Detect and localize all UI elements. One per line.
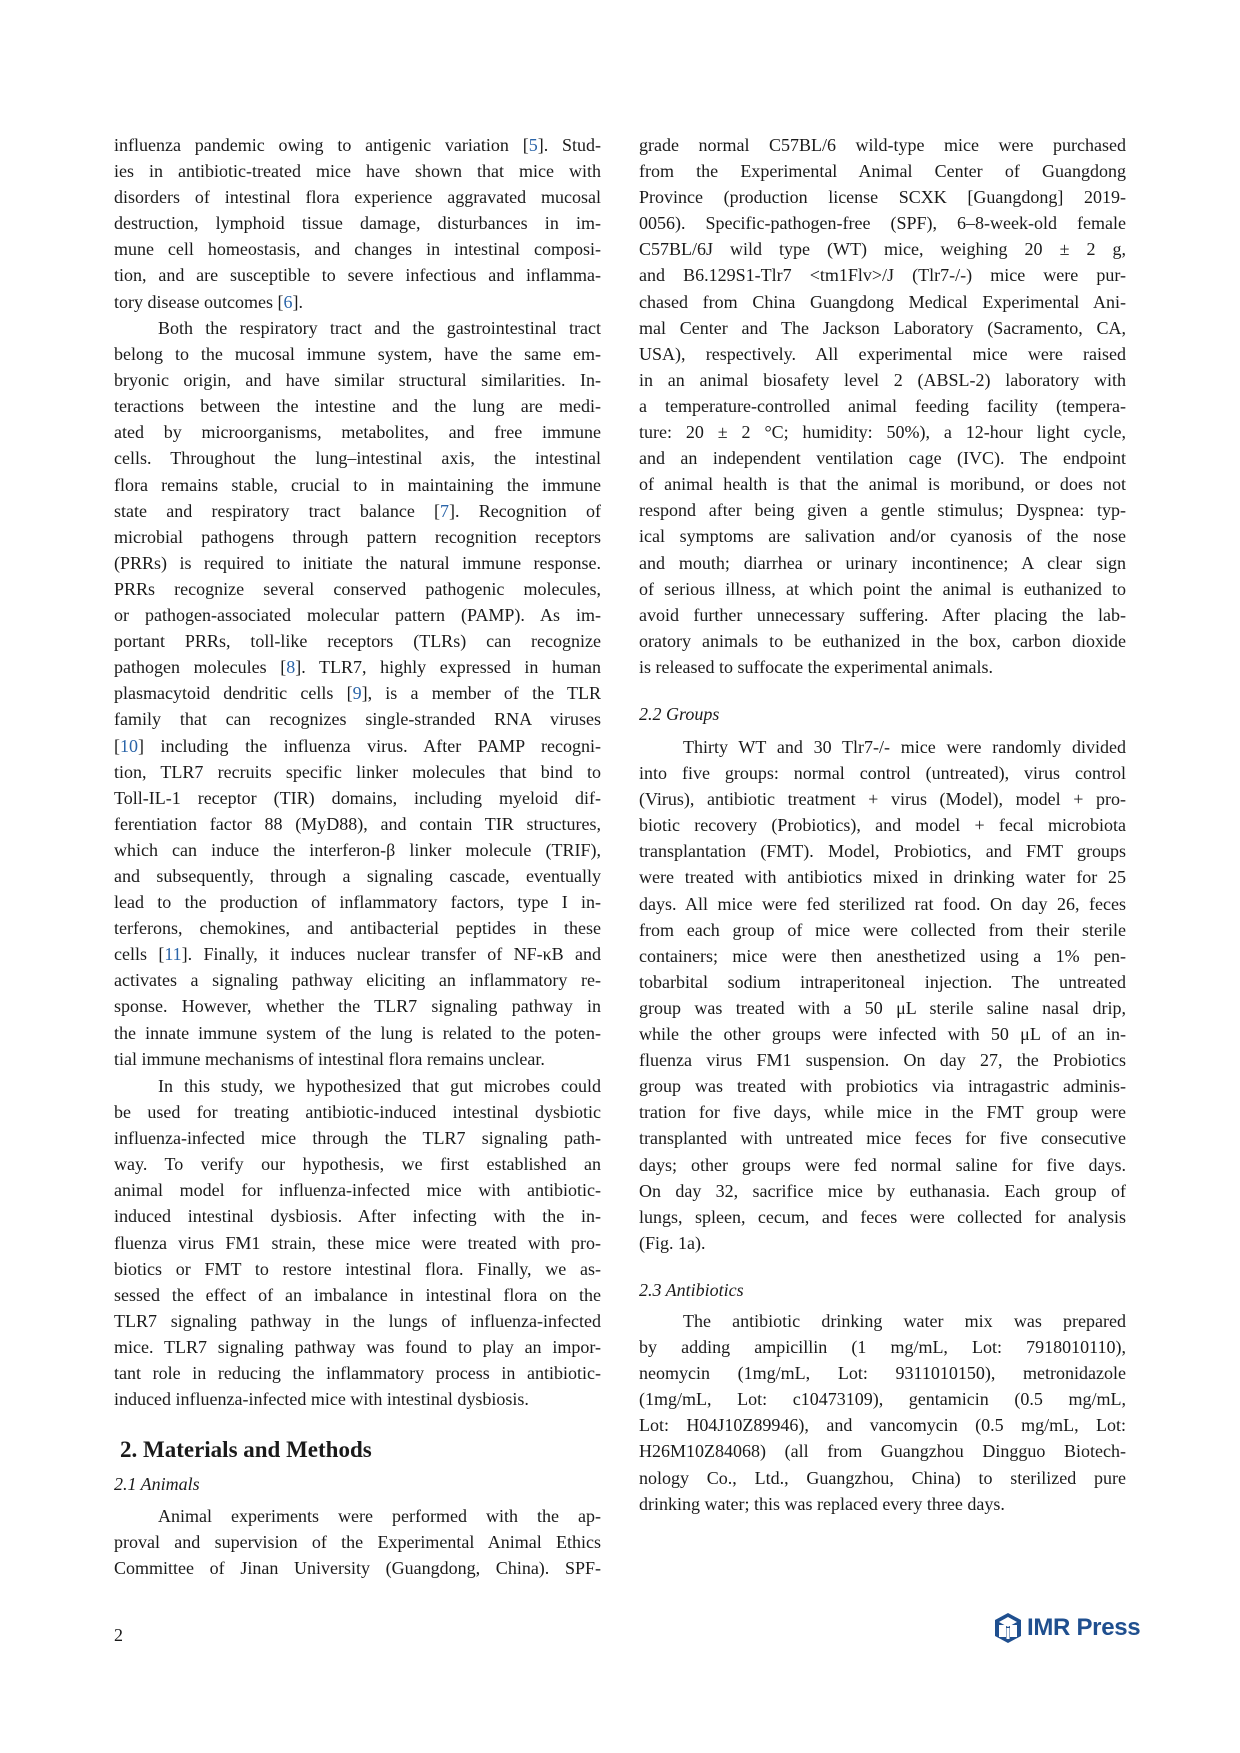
text-line: by adding ampicillin (1 mg/mL, Lot: 7918010110), [639,1337,1126,1358]
text-line: On day 32, sacrifice mice by euthanasia. Each group of [639,1180,1126,1201]
text-line: respond after being given a gentle stimulus; Dyspnea: typ- [639,500,1126,521]
page-number: 2 [114,1625,123,1645]
text-line: the innate immune system of the lung is related to the poten- [114,1022,601,1043]
text-line: Thirty WT and 30 Tlr7-/- mice were randomly divided [683,737,1126,757]
text-line: or pathogen-associated molecular pattern (PAMP). As im- [114,605,601,626]
text-line: be used for treating antibiotic-induced intestinal dysbiotic [114,1102,601,1123]
text-line: TLR7 signaling pathway in the lungs of influenza-infected [114,1310,601,1331]
text-line: In this study, we hypothesized that gut microbes could [158,1076,601,1096]
text-line: and an independent ventilation cage (IVC). The endpoint [639,448,1126,469]
text-line: chased from China Guangdong Medical Experimental Ani- [639,291,1126,312]
text-line: teractions between the intestine and the lung are medi- [114,396,601,417]
text-line: biotics or FMT to restore intestinal flora. Finally, we as- [114,1258,601,1279]
text-line: Toll-IL-1 receptor (TIR) domains, including myeloid dif- [114,787,601,808]
text-line: Both the respiratory tract and the gastrointestinal tract [158,318,601,338]
text-line: (Virus), antibiotic treatment + virus (Model), model + pro- [639,789,1126,810]
text-line: neomycin (1mg/mL, Lot: 9311010150), metronidazole [639,1363,1126,1384]
text-line: which can induce the interferon-β linker molecule (TRIF), [114,839,601,860]
text-line: Committee of Jinan University (Guangdong, China). SPF- [114,1558,601,1579]
text-line: days. All mice were fed sterilized rat food. On day 26, feces [639,893,1126,914]
text-line: lead to the production of inflammatory factors, type I in- [114,892,601,913]
section-heading: 2. Materials and Methods [120,1437,372,1462]
citation-link[interactable]: 5 [528,135,538,155]
paragraph [639,734,1126,1256]
text-line: were treated with antibiotics mixed in drinking water for 25 [639,867,1126,888]
text-line: tion, and are susceptible to severe infectious and inflamma- [114,265,601,286]
text-line: sponse. However, whether the TLR7 signaling pathway in [114,996,601,1017]
text-line: ated by microorganisms, metabolites, and free immune [114,422,601,443]
text-line: oratory animals to be euthanized in the box, carbon dioxide [639,630,1126,651]
text-line: (1mg/mL, Lot: c10473109), gentamicin (0.5 mg/mL, [639,1389,1126,1410]
text-line: days; other groups were fed normal saline for five days. [639,1154,1126,1175]
text-line: transplanted with untreated mice feces for five consecutive [639,1128,1126,1149]
text-line: microbial pathogens through pattern recognition receptors [114,526,601,547]
text-line: drinking water; this was replaced every three days. [639,1493,1005,1514]
citation-link[interactable]: 11 [164,944,182,965]
text-line: sessed the effect of an imbalance in intestinal flora on the [114,1284,601,1305]
text-line: mal Center and The Jackson Laboratory (Sacramento, CA, [639,317,1126,338]
text-line: tobarbital sodium intraperitoneal injection. The untreated [639,971,1126,992]
text-line: of animal health is that the animal is moribund, or does not [639,474,1126,495]
paragraph [639,132,1126,680]
text-line: cells [11]. Finally, it induces nuclear transfer of NF-κB and [114,944,601,965]
text-line: way. To verify our hypothesis, we first established an [114,1154,601,1175]
text-line: animal model for influenza-infected mice with antibiotic- [114,1180,601,1201]
text-line: tant role in reducing the inflammatory process in antibiotic- [114,1363,601,1384]
paragraph [639,1308,1126,1517]
text-line: fluenza virus FM1 suspension. On day 27, the Probiotics [639,1050,1126,1071]
text-line: from the Experimental Animal Center of Guangdong [639,161,1126,182]
text-line: bryonic origin, and have similar structural similarities. In- [114,370,601,391]
text-line: ies in antibiotic-treated mice have shown that mice with [114,161,601,182]
text-line: tration for five days, while mice in the FMT group were [639,1102,1126,1123]
text-line: fluenza virus FM1 strain, these mice were treated with pro- [114,1232,601,1253]
text-line: biotic recovery (Probiotics), and model + fecal microbiota [639,815,1126,836]
text-line: terferons, chemokines, and antibacterial peptides in these [114,918,601,939]
citation-link[interactable]: 8 [286,657,296,678]
citation-link[interactable]: 7 [440,500,450,521]
text-line: state and respiratory tract balance [7]. Recognition of [114,500,601,521]
text-line: ture: 20 ± 2 °C; humidity: 50%), a 12-hour light cycle, [639,422,1126,443]
text-line: plasmacytoid dendritic cells [9], is a member of the TLR [114,683,602,704]
text-line: avoid further unnecessary suffering. After placing the lab- [639,604,1126,625]
paragraph [114,132,601,315]
text-line: of serious illness, at which point the animal is euthanized to [639,578,1126,599]
paragraph [114,315,601,1072]
publisher-logo [994,1612,1140,1644]
text-line: cells. Throughout the lung–intestinal axis, the intestinal [114,448,601,469]
text-line: influenza-infected mice through the TLR7 signaling path- [114,1128,601,1149]
subsection-heading: 2.3 Antibiotics [639,1280,744,1300]
citation-link[interactable]: 10 [120,735,138,756]
text-line: tory disease outcomes [6]. [114,291,303,312]
text-line: ferentiation factor 88 (MyD88), and contain TIR structures, [114,813,601,834]
text-line: nology Co., Ltd., Guangzhou, China) to sterilized pure [639,1467,1126,1488]
text-line: belong to the mucosal immune system, have the same em- [114,344,601,365]
text-line: and subsequently, through a signaling cascade, eventually [114,865,601,886]
publisher-name: IMR Press [1027,1614,1141,1641]
text-line: proval and supervision of the Experimental Animal Ethics [114,1532,601,1553]
text-line: ical symptoms are salivation and/or cyanosis of the nose [639,526,1126,547]
text-line: is released to suffocate the experimental animals. [639,656,994,677]
text-line: portant PRRs, toll-like receptors (TLRs) can recognize [114,631,601,652]
paragraph [114,1073,601,1412]
text-line: PRRs recognize several conserved pathogenic molecules, [114,578,601,599]
text-line: H26M10Z84068) (all from Guangzhou Dingguo Biotech- [639,1441,1126,1462]
text-line: group was treated with a 50 μL sterile saline nasal drip, [639,997,1126,1018]
text-line: Lot: H04J10Z89946), and vancomycin (0.5 mg/mL, Lot: [639,1415,1126,1436]
paragraph [114,1503,601,1581]
citation-link[interactable]: 6 [283,291,293,312]
subsection-heading: 2.1 Animals [114,1474,200,1494]
text-line: induced intestinal dysbiosis. After infecting with the in- [114,1206,601,1227]
text-line: 0056). Specific-pathogen-free (SPF), 6–8-week-old female [639,213,1126,234]
citation-link[interactable]: 9 [352,683,362,704]
text-line: lungs, spleen, cecum, and feces were collected for analysis [639,1206,1126,1227]
text-line: destruction, lymphoid tissue damage, disturbances in im- [114,213,601,234]
text-line: flora remains stable, crucial to in maintaining the immune [114,474,601,495]
imr-press-logo-icon [994,1612,1022,1644]
text-line: tion, TLR7 recruits specific linker molecules that bind to [114,761,601,782]
text-line: [10] including the influenza virus. After PAMP recogni- [114,735,601,756]
text-line: tial immune mechanisms of intestinal flora remains unclear. [114,1048,545,1069]
text-line: The antibiotic drinking water mix was prepared [683,1311,1126,1331]
text-line: and mouth; diarrhea or urinary incontinence; A clear sign [639,552,1126,573]
text-line: USA), respectively. All experimental mice were raised [639,343,1126,364]
text-line: into five groups: normal control (untreated), virus control [639,763,1126,784]
text-line: grade normal C57BL/6 wild-type mice were purchased [639,135,1126,155]
text-line: influenza pandemic owing to antigenic variation [5]. Stud- [114,135,601,155]
text-line: a temperature-controlled animal feeding facility (tempera- [639,395,1126,416]
subsection-heading: 2.2 Groups [639,704,720,724]
text-line: activates a signaling pathway eliciting an inflammatory re- [114,970,601,991]
text-line: family that can recognizes single-stranded RNA viruses [114,709,601,730]
text-line: while the other groups were infected with 50 μL of an in- [639,1024,1126,1045]
text-line: and B6.129S1-Tlr7 <tm1Flv>/J (Tlr7-/-) mice were pur- [639,265,1126,286]
text-line: from each group of mice were collected from their sterile [639,919,1126,940]
text-line: (Fig. 1a). [639,1232,706,1253]
text-line: C57BL/6J wild type (WT) mice, weighing 20 ± 2 g, [639,239,1126,260]
text-line: group was treated with probiotics via intragastric adminis- [639,1076,1126,1097]
text-line: Animal experiments were performed with the ap- [158,1506,601,1526]
text-line: transplantation (FMT). Model, Probiotics, and FMT groups [639,841,1126,862]
text-line: pathogen molecules [8]. TLR7, highly expressed in human [114,657,601,678]
text-line: containers; mice were then anesthetized using a 1% pen- [639,945,1126,966]
text-line: Province (production license SCXK [Guangdong] 2019- [639,187,1126,208]
text-line: induced influenza-infected mice with intestinal dysbiosis. [114,1389,529,1410]
text-line: mune cell homeostasis, and changes in intestinal composi- [114,239,601,260]
text-line: (PRRs) is required to initiate the natural immune response. [114,552,601,573]
text-line: disorders of intestinal flora experience aggravated mucosal [114,187,601,208]
text-line: mice. TLR7 signaling pathway was found to play an impor- [114,1336,601,1357]
text-line: in an animal biosafety level 2 (ABSL-2) laboratory with [639,369,1126,390]
